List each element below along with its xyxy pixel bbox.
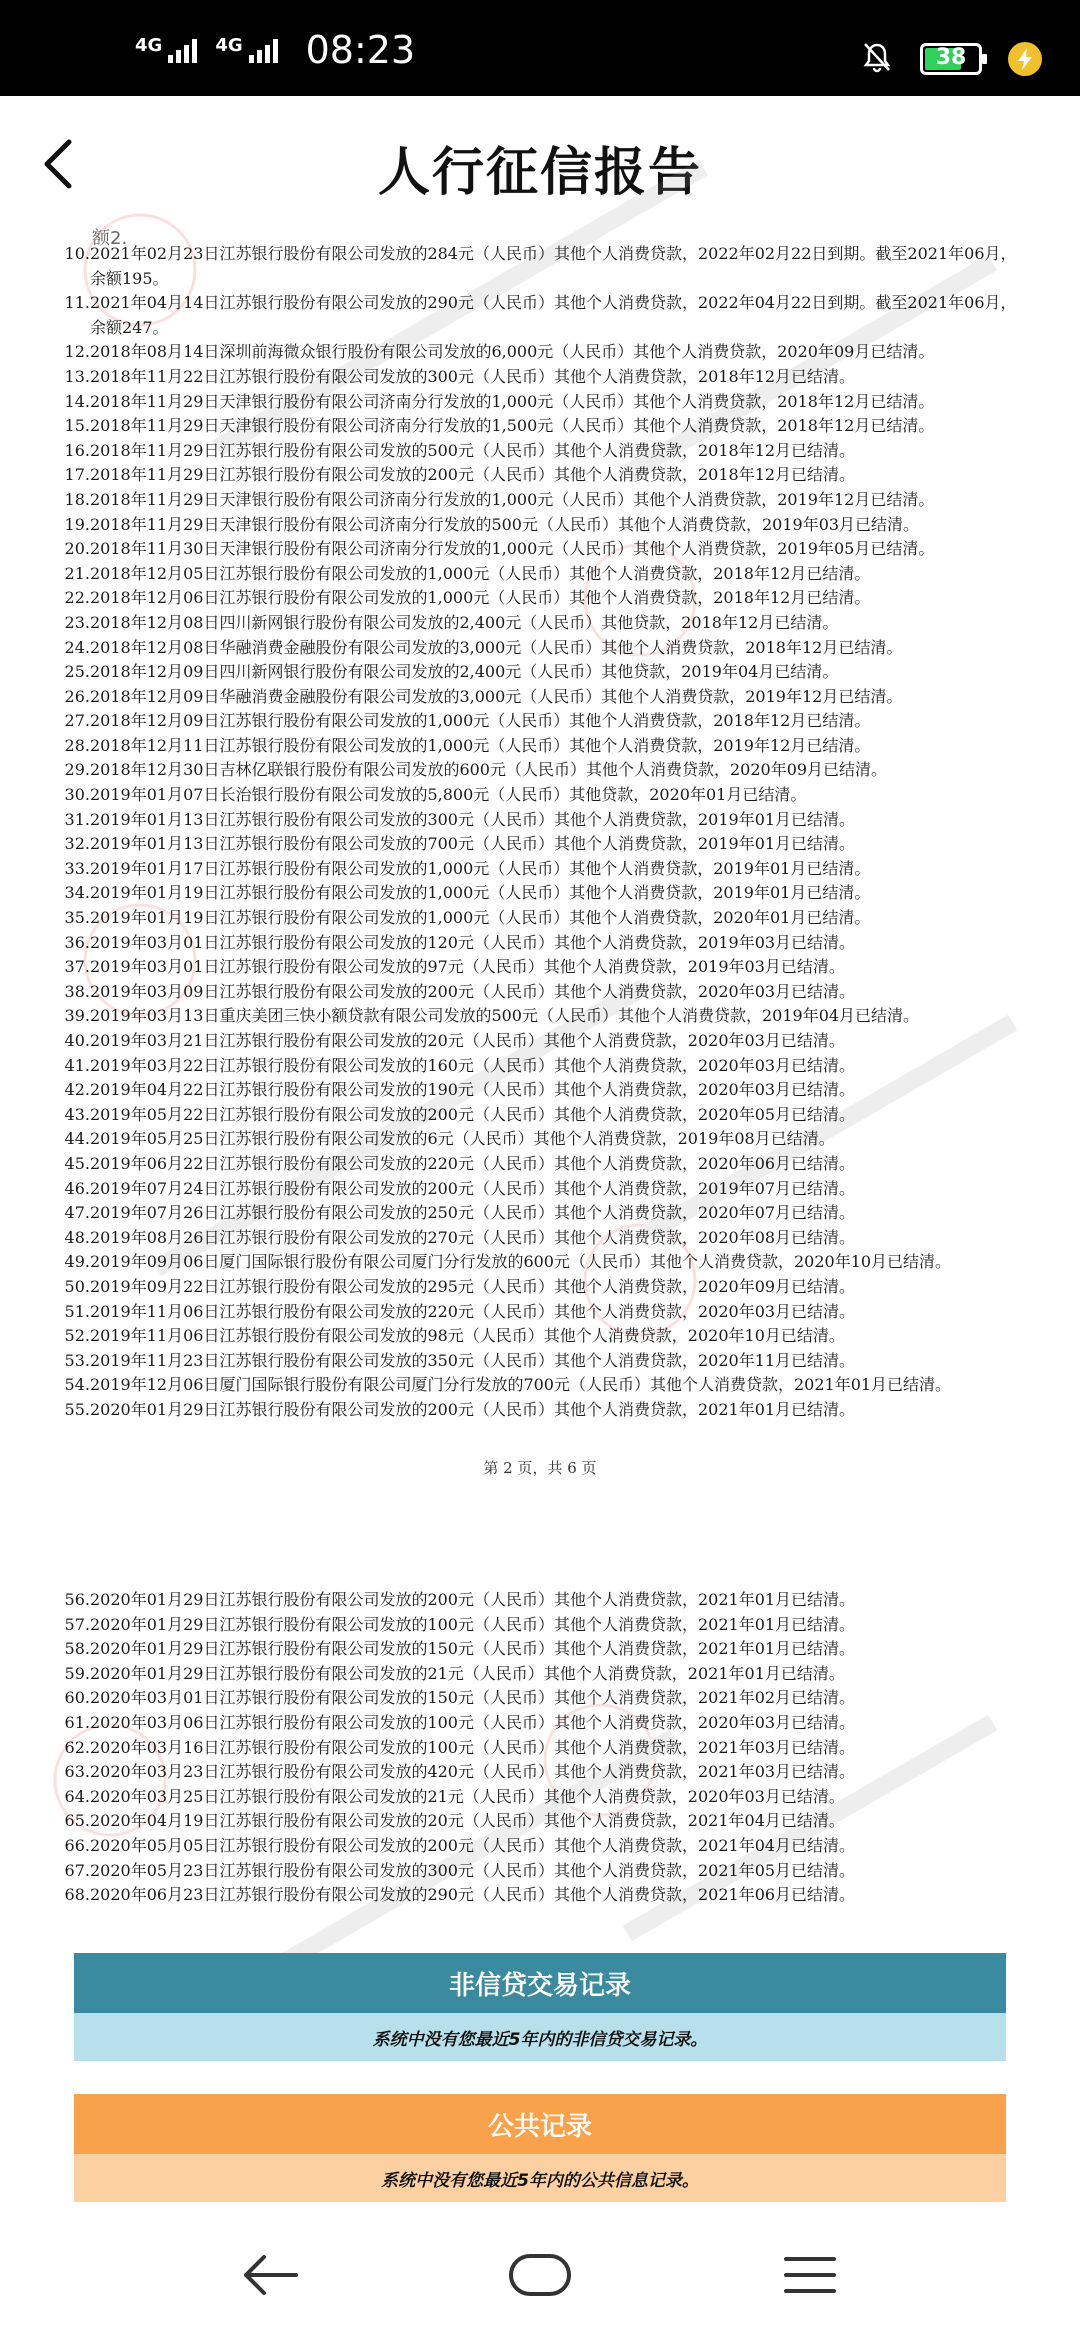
record-number: 30.	[64, 785, 90, 805]
record-text: 2020年03月16日江苏银行股份有限公司发放的100元（人民币）其他个人消费贷款，2021年03月已结清。	[90, 1737, 856, 1757]
record-number: 15.	[64, 416, 90, 436]
record-number: 26.	[64, 686, 90, 706]
record-number: 14.	[64, 391, 90, 411]
loan-record-row	[58, 931, 1018, 956]
record-number: 16.	[64, 440, 90, 460]
loan-record-row	[58, 783, 1018, 808]
record-text: 2018年12月09日四川新网银行股份有限公司发放的2,400元（人民币）其他贷款，2019年04月已结清。	[90, 662, 839, 682]
record-number: 38.	[64, 981, 90, 1001]
record-number: 66.	[64, 1835, 90, 1855]
signal-bars-icon	[168, 37, 197, 63]
loan-record-row	[58, 1785, 1018, 1810]
record-text: 2020年05月05日江苏银行股份有限公司发放的200元（人民币）其他个人消费贷款，2021年04月已结清。	[90, 1835, 856, 1855]
record-text: 2019年05月22日江苏银行股份有限公司发放的200元（人民币）其他个人消费贷款，2020年05月已结清。	[90, 1104, 856, 1124]
record-text: 2019年09月06日厦门国际银行股份有限公司厦门分行发放的600元（人民币）其他个人消费贷款，2020年10月已结清。	[90, 1252, 952, 1272]
status-right	[860, 40, 1042, 78]
loan-record-row	[58, 1711, 1018, 1736]
loan-record-row	[58, 488, 1018, 513]
nav-back-button[interactable]	[215, 2240, 325, 2310]
record-text: 2018年12月09日江苏银行股份有限公司发放的1,000元（人民币）其他个人消费贷款，2018年12月已结清。	[90, 711, 871, 731]
loan-record-row	[58, 1177, 1018, 1202]
record-text: 2020年06月23日江苏银行股份有限公司发放的290元（人民币）其他个人消费贷款，2021年06月已结清。	[90, 1885, 856, 1905]
loan-record-row	[58, 1103, 1018, 1128]
loan-record-row	[58, 832, 1018, 857]
loan-record-row	[58, 758, 1018, 783]
signal-label: 4G	[215, 35, 243, 56]
record-number: 40.	[64, 1031, 90, 1050]
loan-record-row	[58, 808, 1018, 833]
record-text: 2018年12月08日四川新网银行股份有限公司发放的2,400元（人民币）其他贷款，2018年12月已结清。	[90, 612, 839, 632]
loan-record-row	[58, 291, 1018, 340]
record-number: 35.	[64, 908, 90, 928]
loan-record-row	[58, 1078, 1018, 1103]
signal-label: 4G	[135, 35, 163, 56]
record-text: 2021年04月14日江苏银行股份有限公司发放的290元（人民币）其他个人消费贷款，2022年04月22日到期。截至2021年06月，余额247。	[90, 293, 1017, 337]
record-text: 2019年01月19日江苏银行股份有限公司发放的1,000元（人民币）其他个人消费贷款，2019年01月已结清。	[90, 883, 871, 903]
loan-record-row	[58, 1152, 1018, 1177]
record-number: 13.	[64, 366, 90, 386]
record-text: 2018年12月06日江苏银行股份有限公司发放的1,000元（人民币）其他个人消费贷款，2018年12月已结清。	[90, 588, 871, 608]
record-text: 2018年08月14日深圳前海微众银行股份有限公司发放的6,000元（人民币）其他个人消费贷款，2020年09月已结清。	[90, 342, 935, 362]
loan-record-row	[58, 1250, 1018, 1275]
record-number: 25.	[64, 662, 90, 682]
record-text: 2018年11月29日天津银行股份有限公司济南分行发放的1,000元（人民币）其他个人消费贷款，2018年12月已结清。	[90, 391, 935, 411]
nav-home-button[interactable]	[485, 2240, 595, 2310]
loan-record-row	[58, 1004, 1018, 1029]
loan-record-row	[58, 1834, 1018, 1859]
record-text: 2020年01月29日江苏银行股份有限公司发放的200元（人民币）其他个人消费贷款，2021年01月已结清。	[90, 1399, 856, 1419]
status-bar	[0, 0, 1080, 96]
record-text: 2020年01月29日江苏银行股份有限公司发放的150元（人民币）其他个人消费贷款，2021年01月已结清。	[90, 1639, 856, 1659]
loan-record-row	[58, 1686, 1018, 1711]
record-text: 2019年03月13日重庆美团三快小额贷款有限公司发放的500元（人民币）其他个人消费贷款，2019年04月已结清。	[90, 1006, 920, 1026]
triangle-back-icon	[240, 2252, 300, 2298]
record-text: 2019年01月17日江苏银行股份有限公司发放的1,000元（人民币）其他个人消费贷款，2019年01月已结清。	[90, 858, 871, 878]
mute-icon	[860, 40, 894, 78]
record-text: 2019年07月26日江苏银行股份有限公司发放的250元（人民币）其他个人消费贷款，2020年07月已结清。	[90, 1203, 856, 1223]
loan-record-row	[58, 1275, 1018, 1300]
record-text: 2019年09月22日江苏银行股份有限公司发放的295元（人民币）其他个人消费贷款，2020年09月已结清。	[90, 1276, 856, 1296]
loan-record-row	[58, 1349, 1018, 1374]
record-number: 45.	[64, 1153, 90, 1173]
home-pill-icon	[507, 2252, 573, 2298]
loan-record-row	[58, 1809, 1018, 1834]
record-number: 65.	[64, 1811, 90, 1831]
loan-record-row	[58, 586, 1018, 611]
record-number: 48.	[64, 1227, 90, 1247]
record-number: 55.	[64, 1399, 90, 1419]
page-title: 人行征信报告	[377, 143, 702, 203]
record-number: 59.	[64, 1663, 90, 1683]
loan-record-row	[58, 709, 1018, 734]
status-left	[135, 30, 415, 70]
record-text: 2018年11月30日天津银行股份有限公司济南分行发放的1,000元（人民币）其他个人消费贷款，2019年05月已结清。	[90, 539, 935, 559]
record-text: 2019年11月06日江苏银行股份有限公司发放的98元（人民币）其他个人消费贷款，2020年10月已结清。	[90, 1326, 845, 1346]
section-message: 系统中没有您最近5年内的非信贷交易记录。	[74, 2013, 1006, 2061]
loan-record-row	[58, 881, 1018, 906]
record-text: 2018年11月29日天津银行股份有限公司济南分行发放的1,500元（人民币）其他个人消费贷款，2018年12月已结清。	[90, 416, 935, 436]
system-nav-bar	[0, 2210, 1080, 2340]
record-number: 46.	[64, 1178, 90, 1198]
record-number: 34.	[64, 883, 90, 903]
signal-bars-icon	[249, 37, 278, 63]
record-number: 32.	[64, 834, 90, 854]
record-number: 27.	[64, 711, 90, 731]
record-text: 2019年03月22日江苏银行股份有限公司发放的160元（人民币）其他个人消费贷款，2020年03月已结清。	[90, 1055, 856, 1075]
record-number: 43.	[64, 1104, 90, 1124]
record-number: 22.	[64, 588, 90, 608]
section-message: 系统中没有您最近5年内的公共信息记录。	[74, 2154, 1006, 2202]
charging-icon	[1008, 42, 1042, 76]
record-number: 58.	[64, 1639, 90, 1659]
signal-indicator-2	[215, 37, 277, 63]
loan-record-row	[58, 685, 1018, 710]
loan-record-row	[58, 1373, 1018, 1398]
loan-record-row	[58, 242, 1018, 291]
record-number: 33.	[64, 858, 90, 878]
record-number: 52.	[64, 1326, 90, 1346]
record-text: 2019年03月09日江苏银行股份有限公司发放的200元（人民币）其他个人消费贷款，2020年03月已结清。	[90, 981, 856, 1001]
record-text: 2018年12月05日江苏银行股份有限公司发放的1,000元（人民币）其他个人消费贷款，2018年12月已结清。	[90, 563, 871, 583]
record-number: 56.	[64, 1590, 90, 1609]
loan-record-row	[58, 414, 1018, 439]
record-number: 18.	[64, 489, 90, 509]
record-number: 44.	[64, 1129, 90, 1149]
record-number: 41.	[64, 1055, 90, 1075]
loan-record-row	[58, 1588, 1018, 1613]
record-number: 63.	[64, 1762, 90, 1782]
record-number: 36.	[64, 932, 90, 952]
record-number: 61.	[64, 1712, 90, 1732]
record-number: 12.	[64, 342, 90, 362]
loan-record-row	[58, 1324, 1018, 1349]
loan-record-row	[58, 1029, 1018, 1054]
loan-record-row	[58, 1760, 1018, 1785]
record-number: 20.	[64, 539, 90, 559]
record-text: 2019年03月01日江苏银行股份有限公司发放的120元（人民币）其他个人消费贷款，2019年03月已结清。	[90, 932, 856, 952]
record-text: 2018年12月11日江苏银行股份有限公司发放的1,000元（人民币）其他个人消费贷款，2019年12月已结清。	[90, 735, 871, 755]
loan-record-row	[58, 439, 1018, 464]
record-number: 17.	[64, 465, 90, 485]
record-text: 2020年03月23日江苏银行股份有限公司发放的420元（人民币）其他个人消费贷款，2021年03月已结清。	[90, 1762, 856, 1782]
record-text: 2019年11月06日江苏银行股份有限公司发放的220元（人民币）其他个人消费贷款，2020年03月已结清。	[90, 1301, 856, 1321]
record-text: 2020年01月29日江苏银行股份有限公司发放的21元（人民币）其他个人消费贷款，2021年01月已结清。	[90, 1663, 845, 1683]
record-text: 2019年08月26日江苏银行股份有限公司发放的270元（人民币）其他个人消费贷款，2020年08月已结清。	[90, 1227, 856, 1247]
record-number: 53.	[64, 1350, 90, 1370]
record-text: 2020年03月06日江苏银行股份有限公司发放的100元（人民币）其他个人消费贷款，2020年03月已结清。	[90, 1712, 856, 1732]
loan-record-row	[58, 611, 1018, 636]
record-text: 2020年03月01日江苏银行股份有限公司发放的150元（人民币）其他个人消费贷款，2021年02月已结清。	[90, 1688, 856, 1708]
record-number: 51.	[64, 1301, 90, 1321]
loan-list-page2	[58, 242, 1018, 1423]
record-number: 28.	[64, 735, 90, 755]
loan-record-row	[58, 390, 1018, 415]
record-number: 19.	[64, 514, 90, 534]
record-number: 42.	[64, 1080, 90, 1100]
loan-record-row	[58, 955, 1018, 980]
record-text: 2019年01月13日江苏银行股份有限公司发放的700元（人民币）其他个人消费贷款，2019年01月已结清。	[90, 834, 856, 854]
cutoff-text: 额2.	[92, 228, 128, 249]
public-record-section	[74, 2094, 1006, 2202]
loan-record-row	[58, 857, 1018, 882]
record-number: 23.	[64, 612, 90, 632]
report-document[interactable]	[0, 220, 1080, 2210]
record-number: 24.	[64, 637, 90, 657]
record-number: 50.	[64, 1276, 90, 1296]
record-number: 67.	[64, 1860, 90, 1880]
loan-record-row	[58, 660, 1018, 685]
record-text: 2018年11月29日江苏银行股份有限公司发放的500元（人民币）其他个人消费贷款，2018年12月已结清。	[90, 440, 856, 460]
record-number: 64.	[64, 1786, 90, 1806]
loan-record-row	[58, 1736, 1018, 1761]
loan-record-row	[58, 1054, 1018, 1079]
record-text: 2020年05月23日江苏银行股份有限公司发放的300元（人民币）其他个人消费贷款，2021年05月已结清。	[90, 1860, 856, 1880]
record-text: 2018年11月29日天津银行股份有限公司济南分行发放的1,000元（人民币）其他个人消费贷款，2019年12月已结清。	[90, 489, 935, 509]
record-text: 2019年07月24日江苏银行股份有限公司发放的200元（人民币）其他个人消费贷款，2019年07月已结清。	[90, 1178, 856, 1198]
loan-record-row	[58, 1127, 1018, 1152]
record-text: 2020年01月29日江苏银行股份有限公司发放的200元（人民币）其他个人消费贷款，2021年01月已结清。	[90, 1590, 856, 1609]
loan-record-row	[58, 636, 1018, 661]
record-number: 39.	[64, 1006, 90, 1026]
battery-level: 38	[935, 45, 967, 70]
loan-record-row	[58, 513, 1018, 538]
record-text: 2019年12月06日厦门国际银行股份有限公司厦门分行发放的700元（人民币）其他个人消费贷款，2021年01月已结清。	[90, 1375, 952, 1395]
loan-record-row	[58, 980, 1018, 1005]
record-number: 62.	[64, 1737, 90, 1757]
section-header: 非信贷交易记录	[74, 1953, 1006, 2013]
record-number: 60.	[64, 1688, 90, 1708]
record-number: 54.	[64, 1375, 90, 1395]
loan-record-row	[58, 906, 1018, 931]
record-text: 2019年01月13日江苏银行股份有限公司发放的300元（人民币）其他个人消费贷款，2019年01月已结清。	[90, 809, 856, 829]
record-text: 2018年12月30日吉林亿联银行股份有限公司发放的600元（人民币）其他个人消费贷款，2020年09月已结清。	[90, 760, 888, 780]
loan-record-row	[58, 1300, 1018, 1325]
record-number: 29.	[64, 760, 90, 780]
loan-record-row	[58, 1883, 1018, 1908]
record-number: 37.	[64, 957, 90, 977]
record-number: 31.	[64, 809, 90, 829]
loan-record-row	[58, 1613, 1018, 1638]
loan-record-row	[58, 1859, 1018, 1884]
loan-record-row	[58, 1226, 1018, 1251]
section-header: 公共记录	[74, 2094, 1006, 2154]
signal-indicator-1	[135, 37, 197, 63]
record-number: 57.	[64, 1614, 90, 1634]
loan-record-row	[58, 537, 1018, 562]
record-text: 2019年01月19日江苏银行股份有限公司发放的1,000元（人民币）其他个人消费贷款，2020年01月已结清。	[90, 908, 871, 928]
loan-record-row	[58, 1201, 1018, 1226]
record-text: 2019年03月21日江苏银行股份有限公司发放的20元（人民币）其他个人消费贷款，2020年03月已结清。	[90, 1031, 845, 1050]
non-credit-section	[74, 1953, 1006, 2061]
record-text: 2019年05月25日江苏银行股份有限公司发放的6元（人民币）其他个人消费贷款，2019年08月已结清。	[90, 1129, 835, 1149]
record-text: 2019年01月07日长治银行股份有限公司发放的5,800元（人民币）其他贷款，2020年01月已结清。	[90, 785, 807, 805]
record-number: 10.	[64, 244, 90, 263]
record-text: 2018年11月22日江苏银行股份有限公司发放的300元（人民币）其他个人消费贷款，2018年12月已结清。	[90, 366, 856, 386]
battery-icon	[920, 43, 982, 75]
nav-menu-button[interactable]	[755, 2240, 865, 2310]
loan-record-row	[58, 365, 1018, 390]
record-number: 21.	[64, 563, 90, 583]
record-text: 2018年12月09日华融消费金融股份有限公司发放的3,000元（人民币）其他个人消费贷款，2019年12月已结清。	[90, 686, 903, 706]
record-text: 2020年01月29日江苏银行股份有限公司发放的100元（人民币）其他个人消费贷款，2021年01月已结清。	[90, 1614, 856, 1634]
loan-record-row	[58, 562, 1018, 587]
record-number: 11.	[64, 293, 90, 313]
record-text: 2018年11月29日江苏银行股份有限公司发放的200元（人民币）其他个人消费贷款，2018年12月已结清。	[90, 465, 856, 485]
record-number: 49.	[64, 1252, 90, 1272]
record-text: 2018年12月08日华融消费金融股份有限公司发放的3,000元（人民币）其他个人消费贷款，2018年12月已结清。	[90, 637, 903, 657]
record-text: 2018年11月29日天津银行股份有限公司济南分行发放的500元（人民币）其他个人消费贷款，2019年03月已结清。	[90, 514, 920, 534]
loan-record-row	[58, 340, 1018, 365]
record-text: 2019年04月22日江苏银行股份有限公司发放的190元（人民币）其他个人消费贷款，2020年03月已结清。	[90, 1080, 856, 1100]
loan-list-page3	[58, 1588, 1018, 1908]
record-number: 47.	[64, 1203, 90, 1223]
record-text: 2019年11月23日江苏银行股份有限公司发放的350元（人民币）其他个人消费贷款，2020年11月已结清。	[90, 1350, 856, 1370]
record-text: 2019年03月01日江苏银行股份有限公司发放的97元（人民币）其他个人消费贷款，2019年03月已结清。	[90, 957, 845, 977]
page-indicator: 第 2 页，共 6 页	[483, 1459, 597, 1477]
loan-record-row	[58, 1662, 1018, 1687]
status-time: 08:23	[305, 28, 416, 72]
record-text: 2020年04月19日江苏银行股份有限公司发放的20元（人民币）其他个人消费贷款，2021年04月已结清。	[90, 1811, 845, 1831]
loan-record-row	[58, 463, 1018, 488]
record-text: 2020年03月25日江苏银行股份有限公司发放的21元（人民币）其他个人消费贷款，2020年03月已结清。	[90, 1786, 845, 1806]
record-text: 2019年06月22日江苏银行股份有限公司发放的220元（人民币）其他个人消费贷款，2020年06月已结清。	[90, 1153, 856, 1173]
loan-record-row	[58, 1398, 1018, 1423]
record-text: 2021年02月23日江苏银行股份有限公司发放的284元（人民币）其他个人消费贷款，2022年02月22日到期。截至2021年06月，余额195。	[90, 244, 1017, 288]
record-number: 68.	[64, 1885, 90, 1905]
loan-record-row	[58, 734, 1018, 759]
menu-lines-icon	[782, 2253, 838, 2297]
loan-record-row	[58, 1637, 1018, 1662]
